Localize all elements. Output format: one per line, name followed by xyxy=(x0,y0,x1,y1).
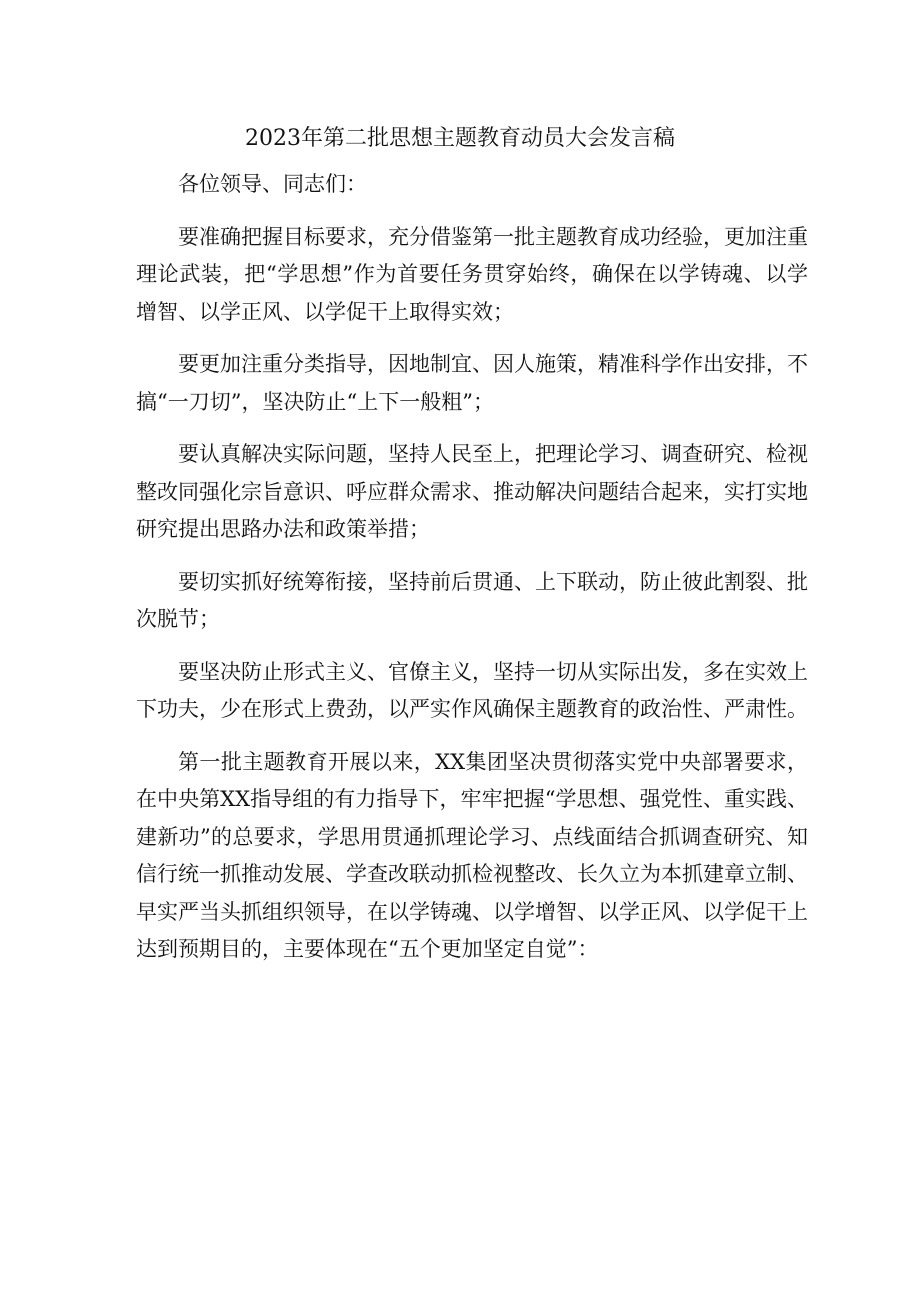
document-body xyxy=(136,166,808,984)
paragraph-6: 第一批主题教育开展以来，XX集团坚决贯彻落实党中央部署要求，在中央第XX指导组的有力指导下，牢牢把握“学思想、强党性、重实践、建新功”的总要求，学思用贯通抓理论学习、点线面结合抓调查研究、知信行统一抓推动发展、学查改联动抓检视整改、长久立为本抓建章立制、早实严当头抓组织领导，在以学铸魂、以学增智、以学正风、以学促干上达到预期目的，主要体现在“五个更加坚定自觉”： xyxy=(136,749,808,961)
paragraph-3: 要认真解决实际问题，坚持人民至上，把理论学习、调查研究、检视整改同强化宗旨意识、呼应群众需求、推动解决问题结合起来，实打实地研究提出思路办法和政策举措； xyxy=(136,442,808,541)
salutation: 各位领导、同志们： xyxy=(178,172,367,196)
paragraph-2: 要更加注重分类指导，因地制宜、因人施策，精准科学作出安排，不搞“一刀切”，坚决防止“上下一般粗”； xyxy=(136,352,808,414)
paragraph-1: 要准确把握目标要求，充分借鉴第一批主题教育成功经验，更加注重理论武装，把“学思想”作为首要任务贯穿始终，确保在以学铸魂、以学增智、以学正风、以学促干上取得实效； xyxy=(136,224,808,324)
paragraph-5: 要坚决防止形式主义、官僚主义，坚持一切从实际出发，多在实效上下功夫，少在形式上费劲，以严实作风确保主题教育的政治性、严肃性。 xyxy=(136,659,808,721)
document-title: 2023年第二批思想主题教育动员大会发言稿 xyxy=(245,126,675,151)
paragraph-4: 要切实抓好统筹衔接，坚持前后贯通、上下联动，防止彼此割裂、批次脱节； xyxy=(136,569,808,631)
